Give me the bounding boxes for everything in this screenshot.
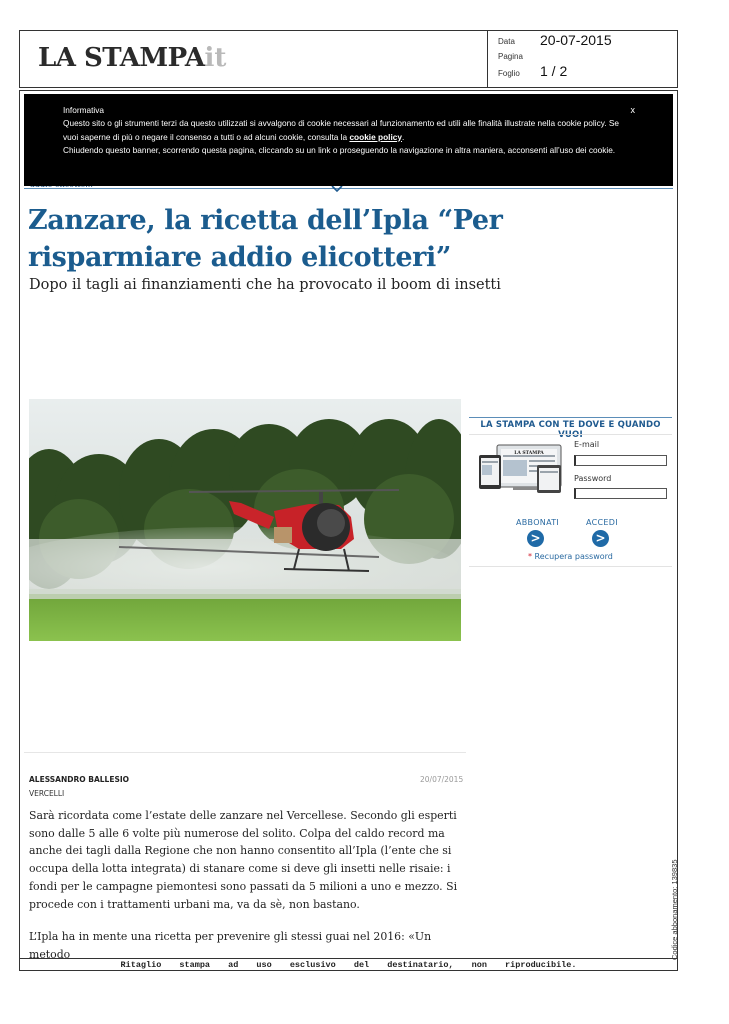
subscription-code: Codice abbonamento: 139835 xyxy=(670,859,679,960)
clipping-header xyxy=(19,30,678,88)
close-icon[interactable]: x xyxy=(630,105,635,115)
author-name: ALESSANDRO BALLESIO xyxy=(29,775,130,784)
cookie-policy-link[interactable]: cookie policy xyxy=(349,131,403,142)
article-headline: Zanzare, la ricetta dell’Ipla “Per risparmiare addio elicotteri” xyxy=(28,205,503,273)
cookie-banner xyxy=(24,94,673,186)
logo-suffix: it xyxy=(204,43,227,73)
widget-bottom-rule xyxy=(469,566,672,567)
article-paragraph: Sarà ricordata come l’estate delle zanzare nel Vercellese. Secondo gli esperti sono dalle 5 alle 6 volte più numerose del solito. Colpa del caldo record ma anche dei tagli dalla Regione che non hanno consentito all’Ipla (l’ente che si occupa della lotta integrata) di stanare come si deve gli insetti nelle risaie: i fondi per le campagne piemontesi sono passati da 5 milioni a uno e mezzo. Si procede con i trattamenti urbani ma, va da sè, non bastano. xyxy=(29,809,458,911)
article-photo xyxy=(29,399,461,641)
logo-main: LA STAMPA xyxy=(38,43,205,73)
cookie-banner-title: Informativa xyxy=(63,105,105,115)
frame-top-rule xyxy=(19,90,678,91)
byline-rule xyxy=(24,752,466,753)
foglio-value: 1 / 2 xyxy=(540,63,568,79)
devices-illustration xyxy=(477,443,565,495)
widget-top-rule xyxy=(469,417,672,418)
data-value: 20-07-2015 xyxy=(540,32,612,48)
article-subhead: Dopo il tagli ai finanziamenti che ha provocato il boom di insetti xyxy=(29,277,501,293)
cookie-banner-consent-text: Chiudendo questo banner, scorrendo questa pagina, cliccando su un link o proseguendo la navigazione in altra maniera, acconsenti all’uso dei cookie. xyxy=(63,144,616,155)
password-field[interactable] xyxy=(574,488,667,499)
password-label: Password xyxy=(574,474,612,483)
data-label: Data xyxy=(498,37,515,46)
nav-rule xyxy=(24,188,673,189)
footer-notice: Ritaglio stampa ad uso esclusivo del destinatario, non riproducibile. xyxy=(120,960,577,970)
subscribe-button[interactable]: > xyxy=(527,530,544,547)
recover-password-link[interactable] xyxy=(528,552,613,561)
email-label: E-mail xyxy=(574,440,600,449)
foglio-label: Foglio xyxy=(498,69,520,78)
widget-title-rule xyxy=(469,434,672,435)
cookie-banner-text: Questo sito o gli strumenti terzi da questo utilizzati si avvalgono di cookie necessari al funzionamento ed utili alle finalità illustrate nella cookie policy. Se vuoi saperne di più o negare il consenso a tutti o ad alcuni cookie, consulta la xyxy=(63,118,620,142)
asterisk-icon: * xyxy=(528,552,532,561)
device-masthead: LA STAMPA xyxy=(514,451,544,456)
helicopter-photo xyxy=(29,399,461,641)
cookie-banner-period: . xyxy=(402,131,405,142)
article-body xyxy=(29,807,465,979)
article-date: 20/07/2015 xyxy=(420,775,464,784)
pagina-label: Pagina xyxy=(498,52,523,61)
widget-title: LA STAMPA CON TE DOVE E QUANDO VUOI xyxy=(480,420,661,440)
la-stampa-logo[interactable] xyxy=(38,43,226,73)
dateline-place: VERCELLI xyxy=(29,789,65,798)
login-button[interactable]: > xyxy=(592,530,609,547)
clipping-meta xyxy=(487,30,679,88)
email-field[interactable] xyxy=(574,455,667,466)
recover-password-label: Recupera password xyxy=(534,552,613,561)
login-label[interactable]: ACCEDI xyxy=(586,518,618,527)
clipping-footer xyxy=(19,958,678,971)
article-paragraph: L’Ipla ha in mente una ricetta per prevenire gli stessi guai nel 2016: «Un metodo xyxy=(29,930,432,961)
subscribe-label[interactable]: ABBONATI xyxy=(516,518,560,527)
